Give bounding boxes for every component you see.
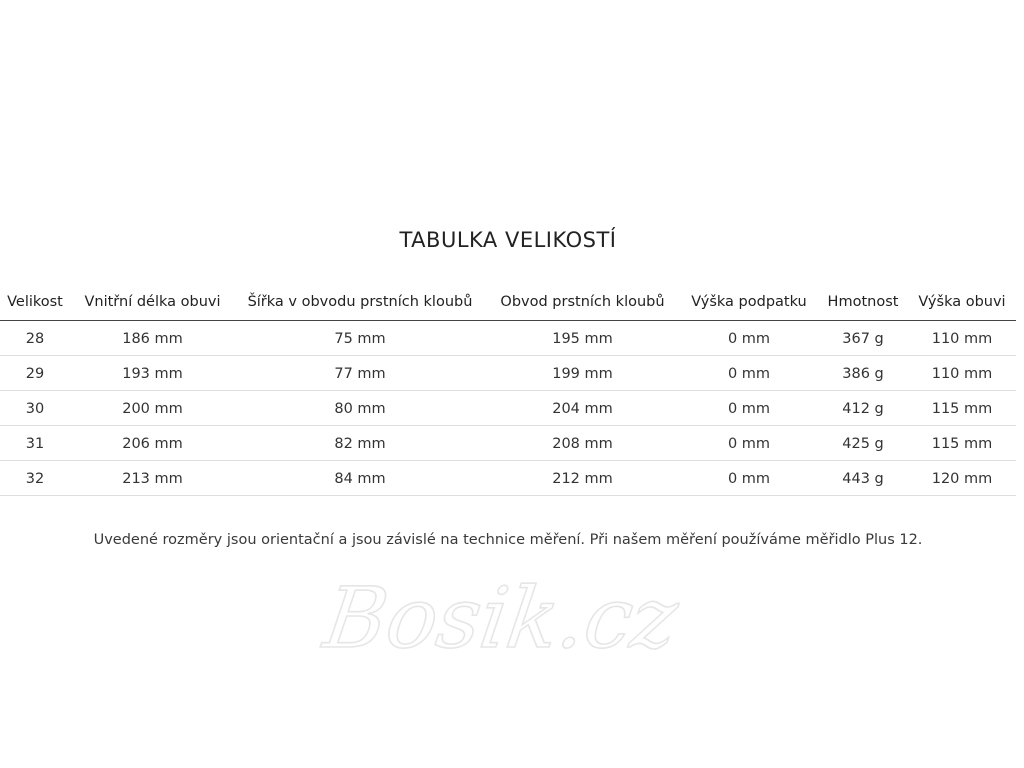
cell-knuckle-circumference: 195 mm <box>485 321 680 356</box>
cell-knuckle-width: 77 mm <box>235 356 485 391</box>
cell-size: 29 <box>0 356 70 391</box>
table-row <box>0 321 1016 356</box>
table-row <box>0 356 1016 391</box>
column-header-knuckle-width: Šířka v obvodu prstních kloubů <box>235 284 485 321</box>
cell-weight: 443 g <box>818 461 908 496</box>
column-header-size: Velikost <box>0 284 70 321</box>
cell-shoe-height: 115 mm <box>908 426 1016 461</box>
cell-heel-height: 0 mm <box>680 426 818 461</box>
cell-heel-height: 0 mm <box>680 461 818 496</box>
cell-inner-length: 186 mm <box>70 321 235 356</box>
column-header-heel-height: Výška podpatku <box>680 284 818 321</box>
cell-knuckle-circumference: 204 mm <box>485 391 680 426</box>
cell-shoe-height: 110 mm <box>908 321 1016 356</box>
cell-inner-length: 193 mm <box>70 356 235 391</box>
cell-size: 32 <box>0 461 70 496</box>
cell-weight: 425 g <box>818 426 908 461</box>
table-row <box>0 426 1016 461</box>
cell-shoe-height: 110 mm <box>908 356 1016 391</box>
cell-shoe-height: 120 mm <box>908 461 1016 496</box>
page-title: TABULKA VELIKOSTÍ <box>399 228 617 252</box>
cell-weight: 367 g <box>818 321 908 356</box>
cell-heel-height: 0 mm <box>680 321 818 356</box>
table-row <box>0 461 1016 496</box>
cell-knuckle-width: 75 mm <box>235 321 485 356</box>
cell-size: 28 <box>0 321 70 356</box>
watermark-logo <box>280 555 740 675</box>
cell-inner-length: 206 mm <box>70 426 235 461</box>
cell-size: 31 <box>0 426 70 461</box>
cell-knuckle-width: 82 mm <box>235 426 485 461</box>
cell-weight: 386 g <box>818 356 908 391</box>
table-header-row <box>0 284 1016 321</box>
column-header-shoe-height: Výška obuvi <box>908 284 1016 321</box>
column-header-weight: Hmotnost <box>818 284 908 321</box>
cell-size: 30 <box>0 391 70 426</box>
cell-inner-length: 200 mm <box>70 391 235 426</box>
cell-knuckle-circumference: 212 mm <box>485 461 680 496</box>
measurement-note: Uvedené rozměry jsou orientační a jsou závislé na technice měření. Při našem měření používáme měřidlo Plus 12. <box>93 532 923 548</box>
cell-inner-length: 213 mm <box>70 461 235 496</box>
cell-heel-height: 0 mm <box>680 391 818 426</box>
column-header-inner-length: Vnitřní délka obuvi <box>70 284 235 321</box>
cell-knuckle-width: 80 mm <box>235 391 485 426</box>
cell-knuckle-width: 84 mm <box>235 461 485 496</box>
cell-knuckle-circumference: 199 mm <box>485 356 680 391</box>
column-header-knuckle-circumference: Obvod prstních kloubů <box>485 284 680 321</box>
cell-knuckle-circumference: 208 mm <box>485 426 680 461</box>
size-table <box>0 284 1016 496</box>
cell-heel-height: 0 mm <box>680 356 818 391</box>
svg-text:Bosik.cz: Bosik.cz <box>318 569 684 667</box>
cell-weight: 412 g <box>818 391 908 426</box>
cell-shoe-height: 115 mm <box>908 391 1016 426</box>
table-row <box>0 391 1016 426</box>
